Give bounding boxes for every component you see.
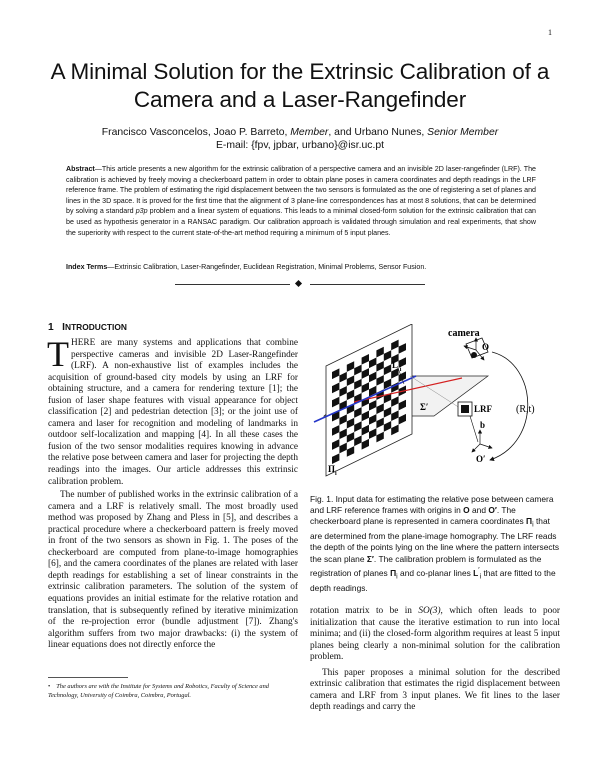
- section-title-first: I: [62, 322, 66, 333]
- caption-part-5: and co-planar lines: [397, 567, 474, 578]
- caption-part-4: . The calibration problem is formulated as the registration of planes: [310, 553, 542, 578]
- caption-Sigma: Σ′: [366, 553, 374, 564]
- section-divider: [175, 280, 425, 290]
- footnote-bullet: •: [48, 683, 51, 690]
- label-sigma: Σ′: [420, 402, 429, 412]
- right-paragraph-1: [310, 606, 560, 664]
- right-column-text: [310, 606, 560, 714]
- author-role-member: Member: [290, 127, 329, 138]
- intro-p1-text: are many systems and applications that combine perspective cameras and invisible 2D Laser-Rangefinder (LRF). A non-exhaustive list of examples includes the acquisition of ground-based city models by using an LRF for obtaining structure, and a camera for rendering texture [1]; the fusion of laser shape features with visual appearance for object classification [2] and pedestrian detection [3]; or the joint use of camera and laser for recognition and modeling of landmarks in outdoor self-localization and mapping [4]. In all these cases the fusion of the two sensor modalities requires knowing in advance the relative pose between camera and laser for projecting the depth readings into the images. Our article addresses this extrinsic calibration problem.: [48, 338, 298, 487]
- abstract: [66, 164, 536, 238]
- section-title-rest: NTRODUCTION: [65, 322, 127, 332]
- baseline-b: [470, 416, 478, 442]
- label-origin-O-prime: O′: [476, 454, 486, 464]
- caption-Pi-2: Π: [390, 567, 397, 578]
- caption-and: and: [469, 505, 489, 516]
- caption-Pi-sub: i: [532, 522, 534, 530]
- lrf-lens: [461, 405, 469, 413]
- figure-caption: [310, 494, 560, 594]
- drop-cap: T: [47, 334, 69, 374]
- footnote: [48, 683, 298, 700]
- right-paragraph-2: This paper proposes a minimal solution for the described extrinsic calibration that estimates the rigid displacement between camera and LRF from 3 input planes. We fit lines to the laser depth readings and carry the: [310, 667, 560, 713]
- caption-L: L: [473, 567, 479, 578]
- lrf-axis-x: [480, 444, 492, 448]
- label-line-L-sub: i: [399, 367, 402, 373]
- caption-O: O: [463, 505, 470, 516]
- intro-paragraph-1: [47, 334, 298, 488]
- drop-cap-caps: HERE: [71, 338, 96, 348]
- abstract-p3p: p3p: [135, 207, 148, 216]
- left-column-text: [47, 334, 298, 652]
- divider-line-right: [310, 284, 425, 285]
- label-Pi-sub: i: [335, 471, 337, 477]
- caption-part-1: Fig. 1. Input data for estimating the relative pose between camera and LRF reference frames with origins in: [310, 494, 554, 516]
- label-origin-O: O: [482, 342, 490, 352]
- caption-L-sup: ′: [478, 566, 480, 574]
- abstract-text-a: —This article presents a new algorithm for the extrinsic calibration of a perspective camera and an invisible 2D laser-rangefinder (LRF). The calibration is achieved by freely moving a checkerboard pattern in order to obtain plane poses in camera coordinates and depth readings in the LRF reference frame. The problem of estimating the rigid displacement between the two sensors is formulated as the one of registering a set of planes and lines in the 3D space. It is proved for the first time that the alignment of 3 plane-line correspondences has at most 8 solutions, that can be determined by solving a standard: [66, 165, 536, 216]
- abstract-label: Abstract: [66, 165, 95, 173]
- index-terms-text: —Extrinsic Calibration, Laser-Rangefinder, Euclidean Registration, Minimal Problems, Sensor Fusion.: [107, 263, 427, 271]
- intro-paragraph-2: The number of published works in the extrinsic calibration of a camera and a LRF is relatively small. The most broadly used method was proposed by Zhang and Pless in [5], and describes a practical procedure where a checkerboard pattern is freely moved in front of the two sensors as shown in Fig. 1. The poses of the checkerboard are computed from plane-to-image homographies [6], and the camera coordinates of the planes are related with laser depth readings for establishing a set of linear constraints in the extrinsic calibration parameters. The solution of the system of equations provides an initial estimate for the relative rotation and translation, that is subsequently refined by iterative minimization of the re-projection error (bundle adjustment [7]). Zhang's algorithm suffers from two major drawbacks: (i) the system of linear equations does not directly enforce the: [48, 490, 298, 651]
- right-p1-a: rotation matrix to be in: [310, 606, 419, 616]
- label-b: b: [480, 420, 486, 430]
- caption-L-sub: i: [479, 573, 482, 581]
- caption-O-prime: O′: [488, 505, 497, 516]
- divider-line-left: [175, 284, 290, 285]
- label-Pi-base: Π: [328, 464, 336, 474]
- section-number: 1: [48, 322, 54, 333]
- paper-title: A Minimal Solution for the Extrinsic Calibration of a Camera and a Laser-Rangefinder: [50, 59, 550, 112]
- label-camera: camera: [448, 328, 480, 339]
- author-names: Francisco Vasconcelos, Joao P. Barreto,: [101, 127, 291, 138]
- author-joiner: , and Urbano Nunes,: [328, 127, 428, 138]
- figure-1: [310, 324, 560, 488]
- footnote-text: The authors are with the Institute for Systems and Robotics, Faculty of Science and Technology, University of Coimbra, Coimbra, Portugal.: [48, 683, 270, 699]
- caption-part-2: . The checkerboard plane is represented in camera coordinates: [310, 505, 527, 527]
- section-heading: [48, 322, 127, 333]
- label-line-L-prime: ′: [398, 361, 400, 367]
- page-number: 1: [548, 28, 552, 37]
- footnote-rule: [48, 677, 128, 678]
- author-list: [40, 126, 560, 139]
- author-role-senior: Senior Member: [427, 127, 499, 138]
- index-terms: [66, 262, 536, 272]
- label-LRF: LRF: [474, 404, 492, 414]
- label-line-L-base: L: [392, 360, 399, 370]
- right-p1-so3: SO(3): [418, 606, 441, 616]
- caption-part-6: that are fitted to the depth readings.: [310, 567, 556, 593]
- caption-part-3: that are determined from the plane-image homography. The LRF reads the depth of the points lying on the line where the pattern intersects the scan plane: [310, 516, 560, 564]
- index-terms-label: Index Terms: [66, 263, 108, 271]
- caption-Pi-2-sub: i: [396, 573, 398, 581]
- camera-lens: [471, 352, 477, 358]
- label-Rt: (R,t): [516, 404, 535, 415]
- caption-Pi: Π: [526, 516, 533, 527]
- right-p1-b: , which often leads to poor initialization that cause the iterative estimation to run into local minima; and (ii) the closed-form algorithm requires at least 5 input planes being clearly a non-minimal solution for the calibration problem.: [310, 606, 560, 663]
- divider-diamond: [295, 280, 302, 287]
- author-email: E-mail: {fpv, jpbar, urbano}@isr.uc.pt: [215, 140, 385, 151]
- lrf-axis-z: [472, 444, 480, 452]
- abstract-text-b: problem and a linear system of equations. This leads to a minimal closed-form solution for the extrinsic calibration that can be used as hypothesis generator in a RANSAC paradigm. Our calibration approach is validated through simulation and real experiments, that show the superiority with respect to the current state-of-the-art method requiring a minimum of 5 input planes.: [66, 207, 536, 237]
